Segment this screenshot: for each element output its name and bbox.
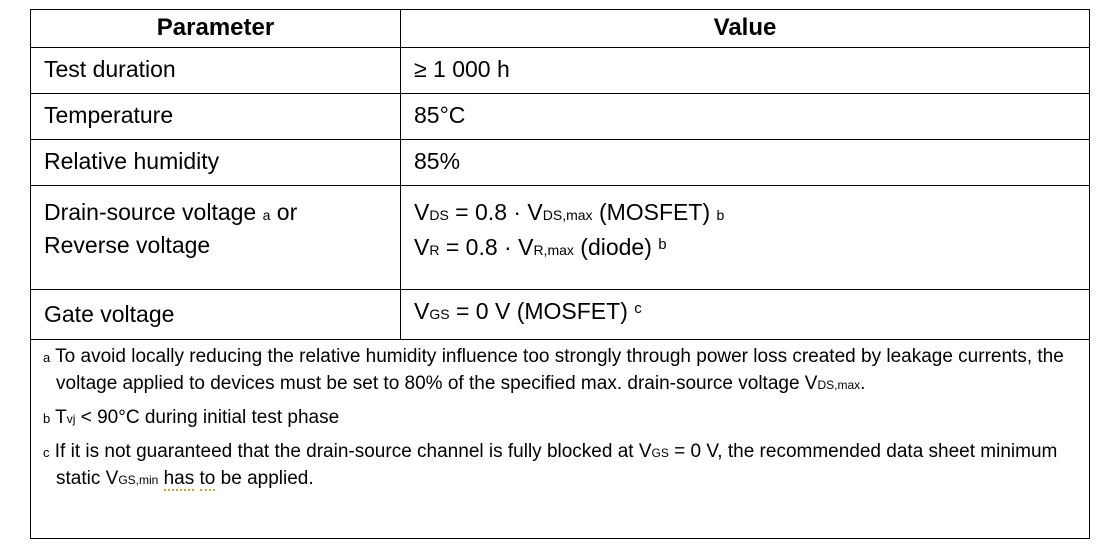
param-gate-voltage: Gate voltage (31, 290, 401, 339)
footnote-c: c If it is not guaranteed that the drain-source channel is fully blocked at VGS = 0 V, the recommended data sheet minimum static VGS,min has to be applied. (43, 441, 1058, 489)
footnote-mark-c: c (634, 300, 642, 317)
param-relative-humidity: Relative humidity (31, 140, 401, 185)
spellcheck-underline: to (199, 468, 216, 489)
footnote-b: b Tvj < 90°C during initial test phase (43, 407, 340, 428)
test-conditions-table (30, 9, 1090, 539)
row-test-duration (31, 48, 1089, 94)
value-relative-humidity: 85% (414, 148, 461, 174)
param-temperature: Temperature (31, 94, 401, 139)
param-test-duration: Test duration (31, 48, 401, 93)
value-vds: VDS = 0.8 · VDS,max (MOSFET) b (414, 199, 725, 225)
row-temperature (31, 94, 1089, 140)
row-gate-voltage (31, 290, 1089, 340)
footnote-mark-a: a (262, 207, 271, 223)
header-value: Value (713, 14, 777, 41)
value-voltage (401, 186, 1089, 289)
value-gate-voltage: VGS = 0 V (MOSFET) $^c$ (414, 298, 642, 324)
row-voltage (31, 186, 1089, 290)
row-relative-humidity (31, 140, 1089, 186)
table-header-row (31, 10, 1089, 48)
value-test-duration: ≥ 1 000 h (414, 56, 510, 82)
param-voltage-line1: Drain-source voltage a or (44, 199, 298, 225)
spellcheck-underline: has (163, 468, 195, 489)
param-voltage-line2: Reverse voltage (44, 232, 211, 258)
footnotes (31, 340, 1089, 538)
value-vr: VR = 0.8 · VR,max (diode) $^b$ (414, 234, 667, 260)
footnote-mark-b: b (658, 236, 667, 253)
param-voltage (31, 186, 401, 289)
header-parameter: Parameter (31, 10, 401, 47)
footnote-a: a To avoid locally reducing the relative humidity influence too strongly through power loss created by leakage currents, the voltage applied to devices must be set to 80% of the specified max. drain-source voltage VDS,max. (43, 346, 1064, 394)
footnote-mark-b: b (716, 207, 725, 223)
value-temperature: 85°C (414, 102, 466, 128)
